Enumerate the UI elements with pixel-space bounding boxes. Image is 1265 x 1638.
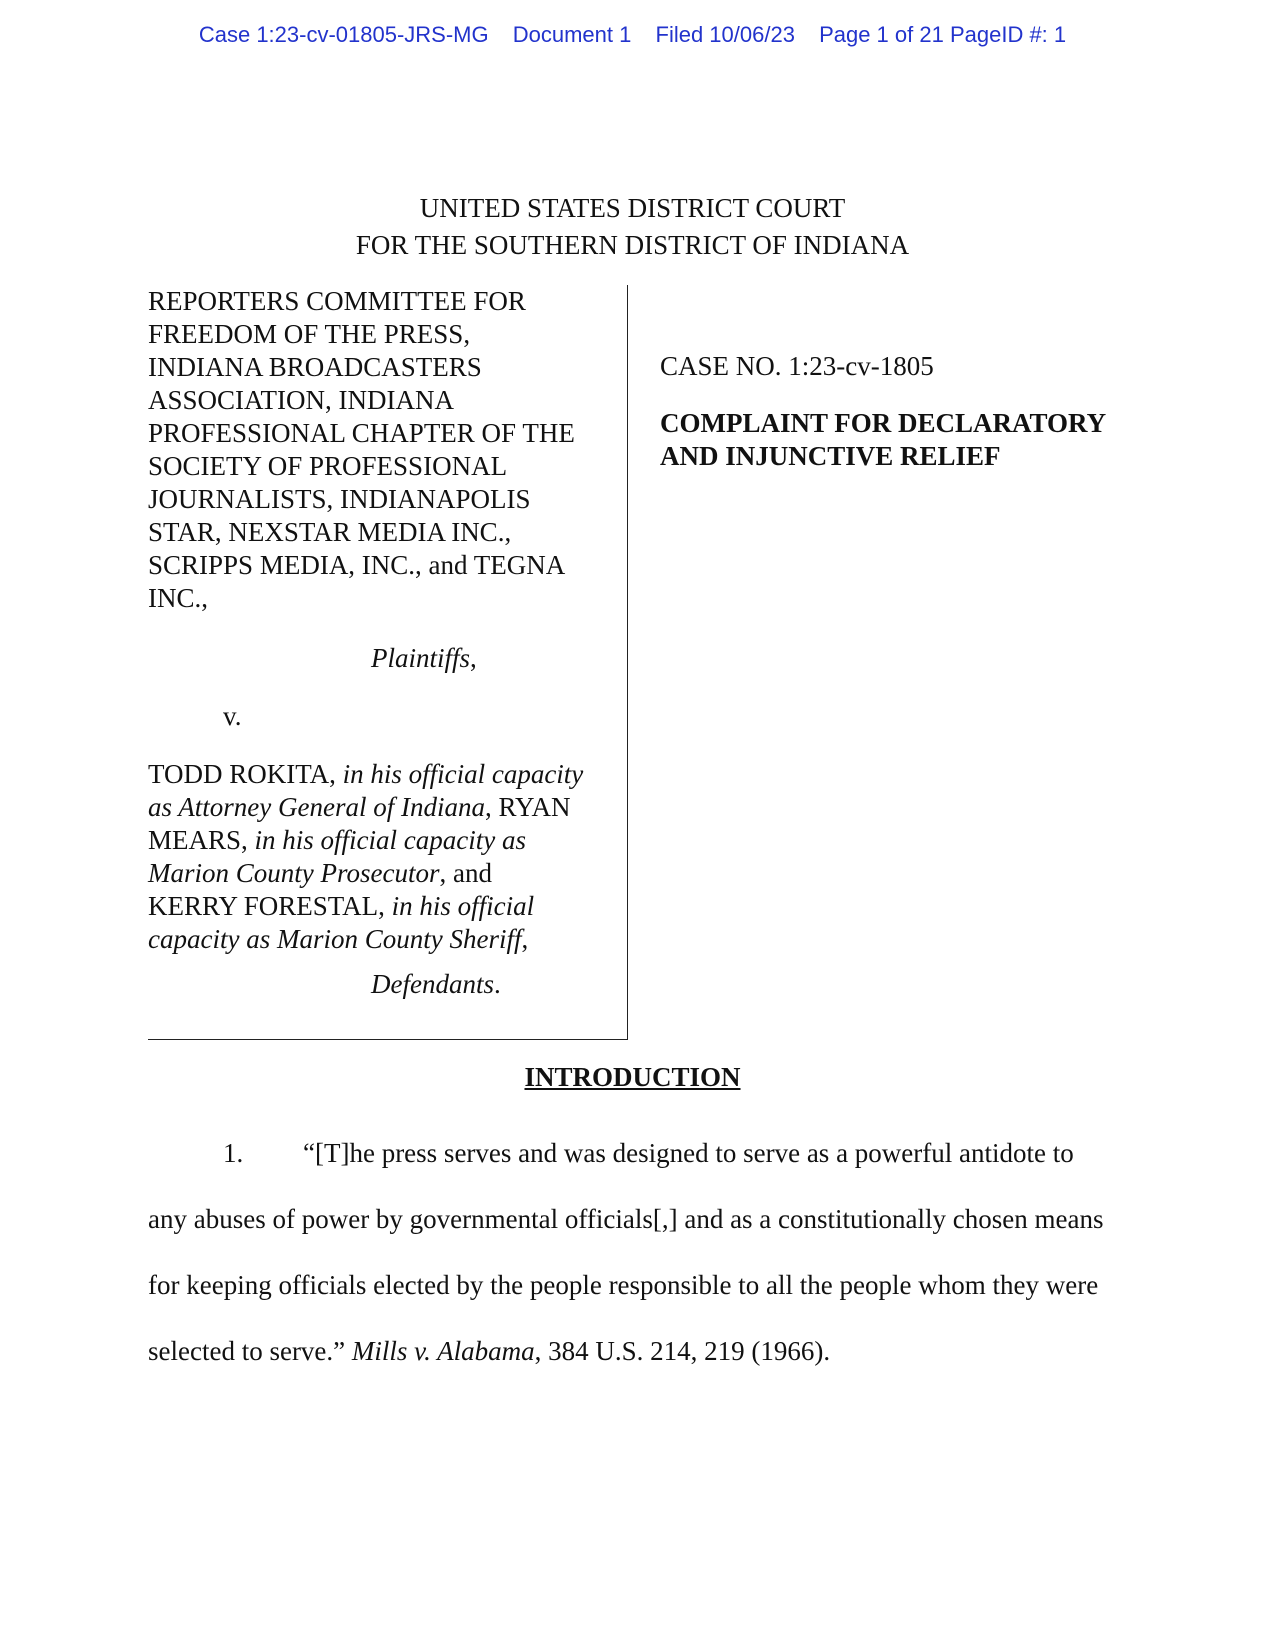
complaint-title-line-2: AND INJUNCTIVE RELIEF	[660, 441, 1001, 471]
defendants-label-period: .	[493, 969, 501, 999]
defendant-2-capacity-a: in his official capacity as	[254, 825, 526, 855]
defendants-list	[148, 758, 626, 956]
filing-document-number: Document 1	[512, 22, 632, 47]
court-line-1: UNITED STATES DISTRICT COURT	[419, 193, 846, 223]
complaint-title-line-1: COMPLAINT FOR DECLARATORY	[660, 408, 1107, 438]
plaintiff-line: STAR, NEXSTAR MEDIA INC.,	[148, 517, 512, 547]
defendant-1-name: TODD ROKITA,	[148, 759, 343, 789]
complaint-title	[660, 407, 1160, 473]
filing-date: Filed 10/06/23	[655, 22, 795, 47]
court-title	[0, 190, 1265, 264]
case-number: CASE NO. 1:23-cv-1805	[660, 351, 934, 381]
defendants-label	[371, 969, 501, 1000]
defendant-1-capacity-a: in his official capacity	[342, 759, 584, 789]
defendant-3-name-b: KERRY FORESTAL,	[148, 891, 392, 921]
plaintiff-line: REPORTERS COMMITTEE FOR	[148, 286, 526, 316]
filing-page-info: Page 1 of 21 PageID #: 1	[819, 22, 1067, 47]
plaintiff-line: FREEDOM OF THE PRESS,	[148, 319, 471, 349]
paragraph-1	[148, 1120, 1113, 1384]
plaintiffs-label	[371, 643, 477, 674]
plaintiffs-label-text: Plaintiffs	[371, 643, 471, 673]
defendants-label-text: Defendants	[371, 969, 494, 999]
defendant-1-capacity-b: as Attorney General of Indiana	[148, 792, 485, 822]
caption-case-info	[660, 350, 1160, 473]
plaintiff-line: SOCIETY OF PROFESSIONAL	[148, 451, 508, 481]
plaintiff-line: INDIANA BROADCASTERS	[148, 352, 482, 382]
plaintiff-line: SCRIPPS MEDIA, INC., and TEGNA	[148, 550, 566, 580]
defendant-3-end: ,	[521, 924, 529, 954]
plaintiff-line: INC.,	[148, 583, 208, 613]
plaintiffs-label-comma: ,	[470, 643, 477, 673]
defendant-3-capacity-b: capacity as Marion County Sheriff	[148, 924, 522, 954]
defendant-3-name-a: , and	[439, 858, 492, 888]
paragraph-quote: “[T]he press serves and was designed to serve as a powerful antidote to any abuses of power by governmental officials[,] and as a constitutionally chosen means for keeping officials elected by the people responsible to all the people whom they were selected to serve.”	[148, 1138, 1104, 1366]
plaintiff-line: JOURNALISTS, INDIANAPOLIS	[148, 484, 531, 514]
paragraph-number: 1.	[223, 1138, 244, 1168]
filing-case-number: Case 1:23-cv-01805-JRS-MG	[198, 22, 489, 47]
case-citation: , 384 U.S. 214, 219 (1966).	[534, 1336, 831, 1366]
defendant-3-capacity-a: in his official	[391, 891, 535, 921]
defendant-2-name-b: MEARS,	[148, 825, 255, 855]
defendant-2-name-a: , RYAN	[484, 792, 571, 822]
plaintiffs-list	[148, 285, 618, 615]
section-heading-introduction: INTRODUCTION	[524, 1062, 741, 1092]
case-citation-name: Mills v. Alabama	[351, 1336, 535, 1366]
versus: v.	[223, 701, 242, 731]
caption-parties-box	[148, 285, 628, 1040]
plaintiff-line: ASSOCIATION, INDIANA	[148, 385, 454, 415]
court-line-2: FOR THE SOUTHERN DISTRICT OF INDIANA	[355, 230, 910, 260]
plaintiff-line: PROFESSIONAL CHAPTER OF THE	[148, 418, 575, 448]
defendant-2-capacity-b: Marion County Prosecutor	[148, 858, 440, 888]
filing-header	[0, 22, 1265, 48]
